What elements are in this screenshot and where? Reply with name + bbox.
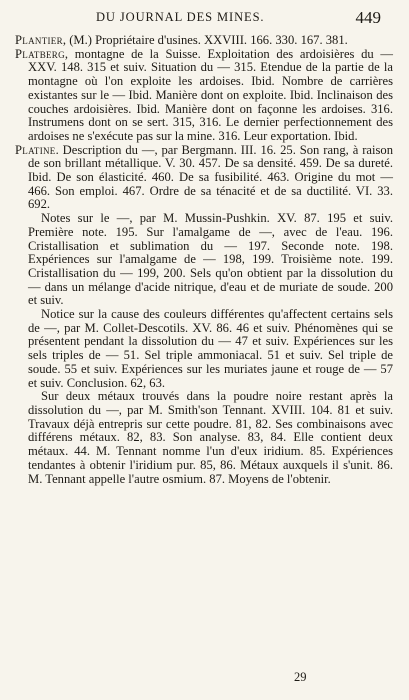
page-number: 449 xyxy=(355,8,381,27)
headword: Platberg xyxy=(15,46,65,61)
entry-text: , montagne de la Suisse. Exploitation des ardoisières du — XXV. 148. 315 et suiv. Situation du — 315. Etendue de la partie de la montagne où l'on exploite les ardoises. Ibid. Nombre de carrières existantes sur le — Ibid. Manière dont on exploite. Ibid. Inclinaison des couches ardoisières. Ibid. Manière dont on façonne les ardoises. 316. Instrumens dont on se sert. 315, 316. Le dernier perfectionnement des ardoises ne s'exécute pas sur la mine. 316. Leur exportation. Ibid. xyxy=(28,46,393,143)
headword: Platine xyxy=(15,142,56,157)
subentry-paragraph: Sur deux métaux trouvés dans la poudre noire restant après la dissolution du —, par M. Smith'son Tennant. XVIII. 104. 81 et suiv. Travaux déjà entrepris sur cette poudre. 81, 82. Ses combinaisons avec différens métaux. 82, 83. Son analyse. 83, 84. Elle contient deux métaux. 44. M. Tennant nomme l'un d'eux iridium. 85. Expériences tendantes à obtenir l'iridium pur. 85, 86. Métaux auxquels il s'unit. 86. M. Tennant appelle l'autre osmium. 87. Moyens de l'obtenir. xyxy=(28,389,393,486)
signature-mark: 29 xyxy=(294,670,307,684)
headword: Plantier xyxy=(15,33,63,47)
subentry-paragraph: Notice sur la cause des couleurs différentes qu'affectent certains sels de —, par M. Collet-Descotils. XV. 86. 46 et suiv. Phénomènes qui se présentent pendant la dissolution du — 47 et suiv. Expériences sur les sels triples de — 51. Sel triple ammoniacal. 51 et suiv. Sel triple de soude. 55 et suiv. Expériences sur les muriates jaune et rouge de — 57 et suiv. Conclusion. 62, 63. xyxy=(28,307,393,390)
subentry-paragraph: Notes sur le —, par M. Mussin-Pushkin. XV. 87. 195 et suiv. Première note. 195. Sur l'amalgame de —, avec de l'eau. 196. Cristallisation et sublimation du — 197. Seconde note. 198. Expériences sur l'amalgame de — 198, 199. Troisième note. 199. Cristallisation du — 199, 200. Sels qu'on obtient par la dissolution du — dans un mélange d'acide nitrique, d'eau et de muriate de soude. 200 et suiv. xyxy=(28,211,393,308)
index-body xyxy=(15,34,393,486)
index-entry-platberg xyxy=(15,48,393,144)
index-entry-plantier xyxy=(15,34,393,48)
page-header xyxy=(0,8,409,32)
index-entry-platine xyxy=(15,144,393,213)
entry-text: . Description du —, par Bergmann. III. 16. 25. Son rang, à raison de son brillant métallique. V. 30. 457. De sa densité. 459. De sa dureté. Ibid. De son élasticité. 460. De sa fusibilité. 463. Origine du mot — 466. Son emploi. 467. Ordre de sa ténacité et de sa ductilité. VI. 33. 692. xyxy=(28,142,393,212)
page-footer xyxy=(0,670,409,690)
running-head: DU JOURNAL DES MINES. xyxy=(96,10,265,24)
entry-text: , (M.) Propriétaire d'usines. XXVIII. 166. 330. 167. 381. xyxy=(62,33,348,47)
